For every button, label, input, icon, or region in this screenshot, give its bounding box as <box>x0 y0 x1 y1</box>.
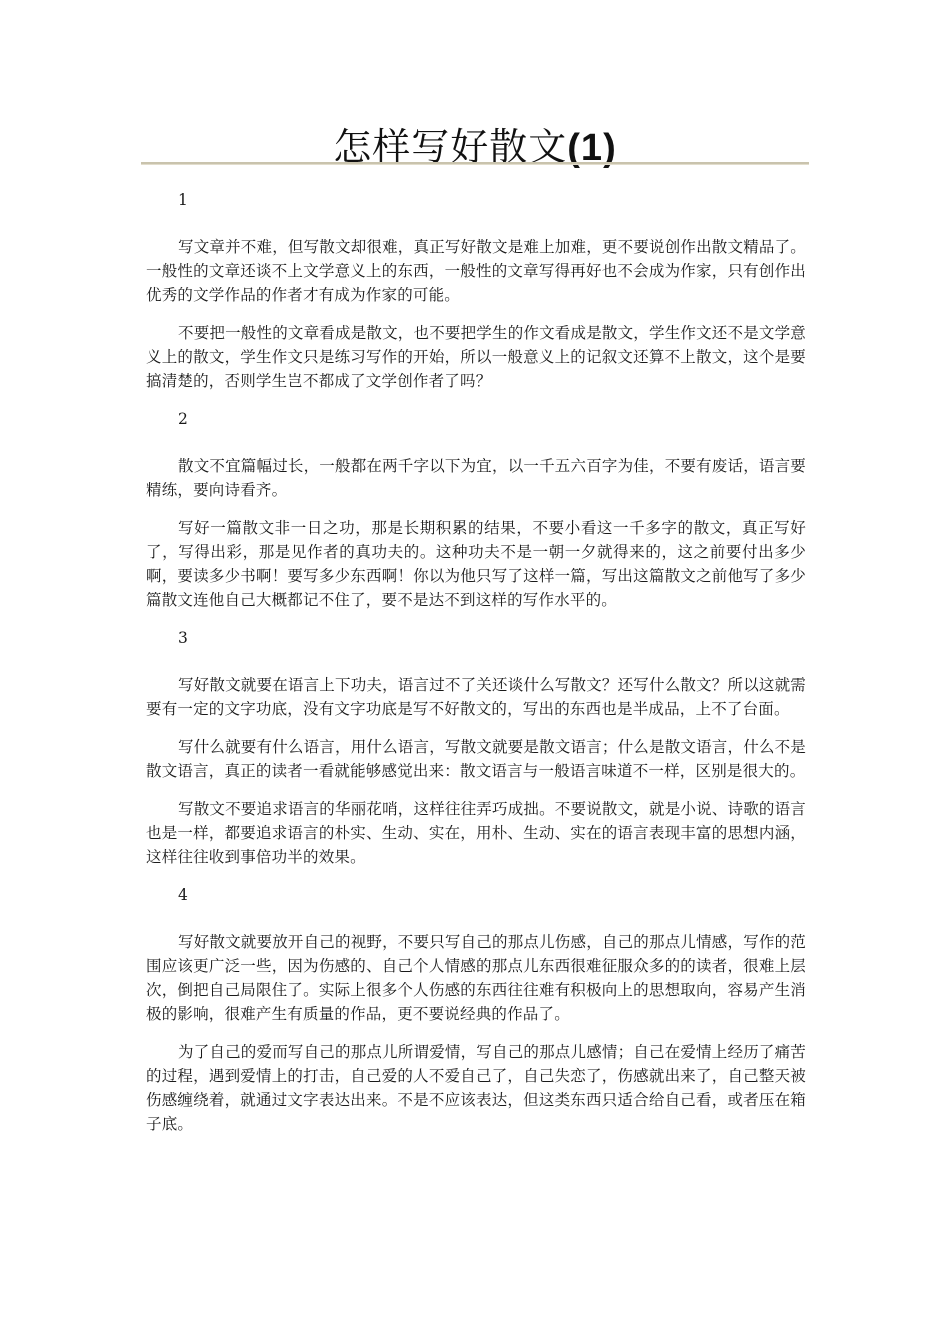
paragraph: 不要把一般性的文章看成是散文，也不要把学生的作文看成是散文，学生作文还不是文学意义上的散文，学生作文只是练习写作的开始，所以一般意义上的记叙文还算不上散文，这个是要搞清楚的，否则学生岂不都成了文学创作者了吗？ <box>146 324 807 390</box>
section-number: 4 <box>178 886 188 904</box>
title-divider <box>141 162 809 165</box>
article-body <box>146 188 806 1150</box>
paragraph: 散文不宜篇幅过长，一般都在两千字以下为宜，以一千五六百字为佳，不要有废话，语言要精练，要向诗看齐。 <box>146 457 807 499</box>
title-main: 怎样写好散文 <box>333 125 568 170</box>
page-title <box>0 121 950 174</box>
paragraph: 写什么就要有什么语言，用什么语言，写散文就要是散文语言；什么是散文语言，什么不是散文语言，真正的读者一看就能够感觉出来：散文语言与一般语言味道不一样，区别是很大的。 <box>146 738 807 780</box>
title-suffix: (1) <box>567 127 617 170</box>
paragraph: 为了自己的爱而写自己的那点儿所谓爱情，写自己的那点儿感情；自己在爱情上经历了痛苦的过程，遇到爱情上的打击，自己爱的人不爱自己了，自己失恋了，伤感就出来了，自己整天被伤感缠绕着，就通过文字表达出来。不是不应该表达，但这类东西只适合给自己看，或者压在箱子底。 <box>146 1043 807 1133</box>
paragraph: 写文章并不难，但写散文却很难，真正写好散文是难上加难，更不要说创作出散文精品了。一般性的文章还谈不上文学意义上的东西，一般性的文章写得再好也不会成为作家，只有创作出优秀的文学作品的作者才有成为作家的可能。 <box>146 238 807 304</box>
paragraph: 写好一篇散文非一日之功，那是长期积累的结果，不要小看这一千多字的散文，真正写好了，写得出彩，那是见作者的真功夫的。这种功夫不是一朝一夕就得来的，这之前要付出多少啊，要读多少书啊！要写多少东西啊！你以为他只写了这样一篇，写出这篇散文之前他写了多少篇散文连他自己大概都记不住了，要不是达不到这样的写作水平的。 <box>146 519 806 609</box>
paragraph: 写散文不要追求语言的华丽花哨，这样往往弄巧成拙。不要说散文，就是小说、诗歌的语言也是一样，都要追求语言的朴实、生动、实在，用朴、生动、实在的语言表现丰富的思想内涵，这样往往收到事倍功半的效果。 <box>146 800 807 866</box>
section-number: 3 <box>178 629 188 647</box>
paragraph: 写好散文就要在语言上下功夫，语言过不了关还谈什么写散文？还写什么散文？所以这就需要有一定的文字功底，没有文字功底是写不好散文的，写出的东西也是半成品，上不了台面。 <box>146 676 807 718</box>
paragraph: 写好散文就要放开自己的视野，不要只写自己的那点儿伤感，自己的那点儿情感，写作的范围应该更广泛一些，因为伤感的、自己个人情感的那点儿东西很难征服众多的的读者，很难上层次，倒把自己局限住了。实际上很多个人伤感的东西往往难有积极向上的思想取向，容易产生消极的影响，很难产生有质量的作品，更不要说经典的作品了。 <box>146 933 807 1023</box>
section-number: 1 <box>178 191 188 209</box>
section-number: 2 <box>178 410 188 428</box>
